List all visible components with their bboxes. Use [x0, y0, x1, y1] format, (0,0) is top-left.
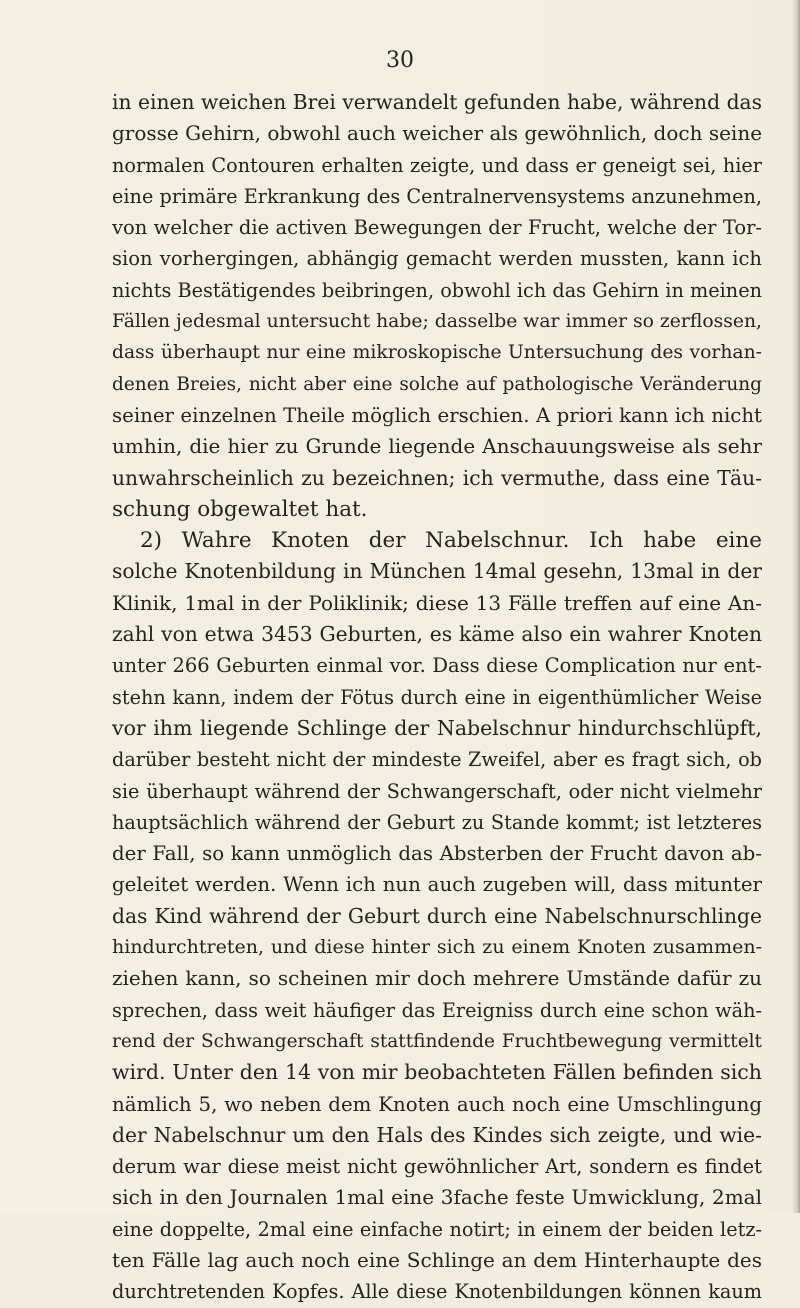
page-edge-shadow: [792, 0, 800, 1213]
text-line: das Kind während der Geburt durch eine Nabelschnurschlinge: [112, 903, 762, 928]
text-line: von welcher die activen Bewegungen der Frucht, welche der Tor-: [112, 216, 762, 240]
text-line: hindurchtreten, und diese hinter sich zu einem Knoten zusammen-: [112, 936, 762, 959]
text-line: vor ihm liegende Schlinge der Nabelschnur hindurchschlüpft,: [112, 715, 762, 740]
text-line: stehn kann, indem der Fötus durch eine in eigenthümlicher Weise: [112, 685, 762, 709]
body-text: [112, 87, 762, 1308]
page-number: 30: [386, 48, 414, 73]
text-line: durchtretenden Kopfes. Alle diese Knotenbildungen können kaum: [112, 1280, 762, 1304]
text-line: ziehen kann, so scheinen mir doch mehrere Umstände dafür zu: [112, 966, 762, 991]
text-line: der Fall, so kann unmöglich das Absterben der Frucht davon ab-: [112, 842, 762, 866]
text-line: hauptsächlich während der Geburt zu Stande kommt; ist letzteres: [112, 810, 762, 834]
text-line: dass überhaupt nur eine mikroskopische Untersuchung des vorhan-: [112, 342, 762, 364]
text-line: geleitet werden. Wenn ich nun auch zugeben will, dass mitunter: [112, 873, 762, 897]
text-line: in einen weichen Brei verwandelt gefunden habe, während das: [112, 90, 762, 114]
text-line: darüber besteht nicht der mindeste Zweifel, aber es fragt sich, ob: [112, 748, 762, 772]
text-line: Fällen jedesmal untersucht habe; dasselbe war immer so zerflossen,: [112, 311, 762, 333]
text-line: denen Breies, nicht aber eine solche auf pathologische Veränderung: [112, 373, 762, 395]
text-line: eine doppelte, 2mal eine einfache notirt; in einem der beiden letz-: [112, 1217, 762, 1241]
text-line: umhin, die hier zu Grunde liegende Anschauungsweise als sehr: [112, 434, 762, 459]
text-line: solche Knotenbildung in München 14mal gesehn, 13mal in der: [112, 559, 762, 584]
text-line: wird. Unter den 14 von mir beobachteten Fällen befinden sich: [112, 1060, 762, 1085]
text-line: ten Fälle lag auch noch eine Schlinge an dem Hinterhaupte des: [112, 1247, 762, 1272]
text-line: grosse Gehirn, obwohl auch weicher als gewöhnlich, doch seine: [112, 121, 762, 146]
text-line: der Nabelschnur um den Hals des Kindes sich zeigte, und wie-: [112, 1122, 762, 1147]
text-line: eine primäre Erkrankung des Centralnervensystems anzunehmen,: [112, 184, 762, 208]
text-line: zahl von etwa 3453 Geburten, es käme also ein wahrer Knoten: [112, 622, 762, 647]
text-line: Klinik, 1mal in der Poliklinik; diese 13 Fälle treffen auf eine An-: [112, 590, 762, 615]
section-heading-line: 2) Wahre Knoten der Nabelschnur. Ich habe eine: [140, 528, 762, 554]
text-line: sich in den Journalen 1mal eine 3fache feste Umwicklung, 2mal: [112, 1185, 762, 1210]
text-line: seiner einzelnen Theile möglich erschien. A priori kann ich nicht: [112, 403, 762, 427]
text-line: unwahrscheinlich zu bezeichnen; ich vermuthe, dass eine Täu-: [112, 465, 762, 490]
text-line: normalen Contouren erhalten zeigte, und dass er geneigt sei, hier: [112, 153, 762, 177]
text-line: unter 266 Geburten einmal vor. Dass diese Complication nur ent-: [112, 654, 762, 678]
text-line: derum war diese meist nicht gewöhnlicher Art, sondern es findet: [112, 1155, 762, 1179]
text-line: sprechen, dass weit häufiger das Ereigniss durch eine schon wäh-: [112, 998, 762, 1022]
text-line: rend der Schwangerschaft stattfindende Fruchtbewegung vermittelt: [112, 1030, 762, 1052]
text-line: sie überhaupt während der Schwangerschaft, oder nicht vielmehr: [112, 779, 762, 803]
text-line: schung obgewaltet hat.: [112, 496, 368, 522]
text-line: nämlich 5, wo neben dem Knoten auch noch eine Umschlingung: [112, 1092, 762, 1116]
text-line: nichts Bestätigendes beibringen, obwohl ich das Gehirn in meinen: [112, 278, 762, 302]
text-line: sion vorhergingen, abhängig gemacht werden mussten, kann ich: [112, 247, 762, 271]
